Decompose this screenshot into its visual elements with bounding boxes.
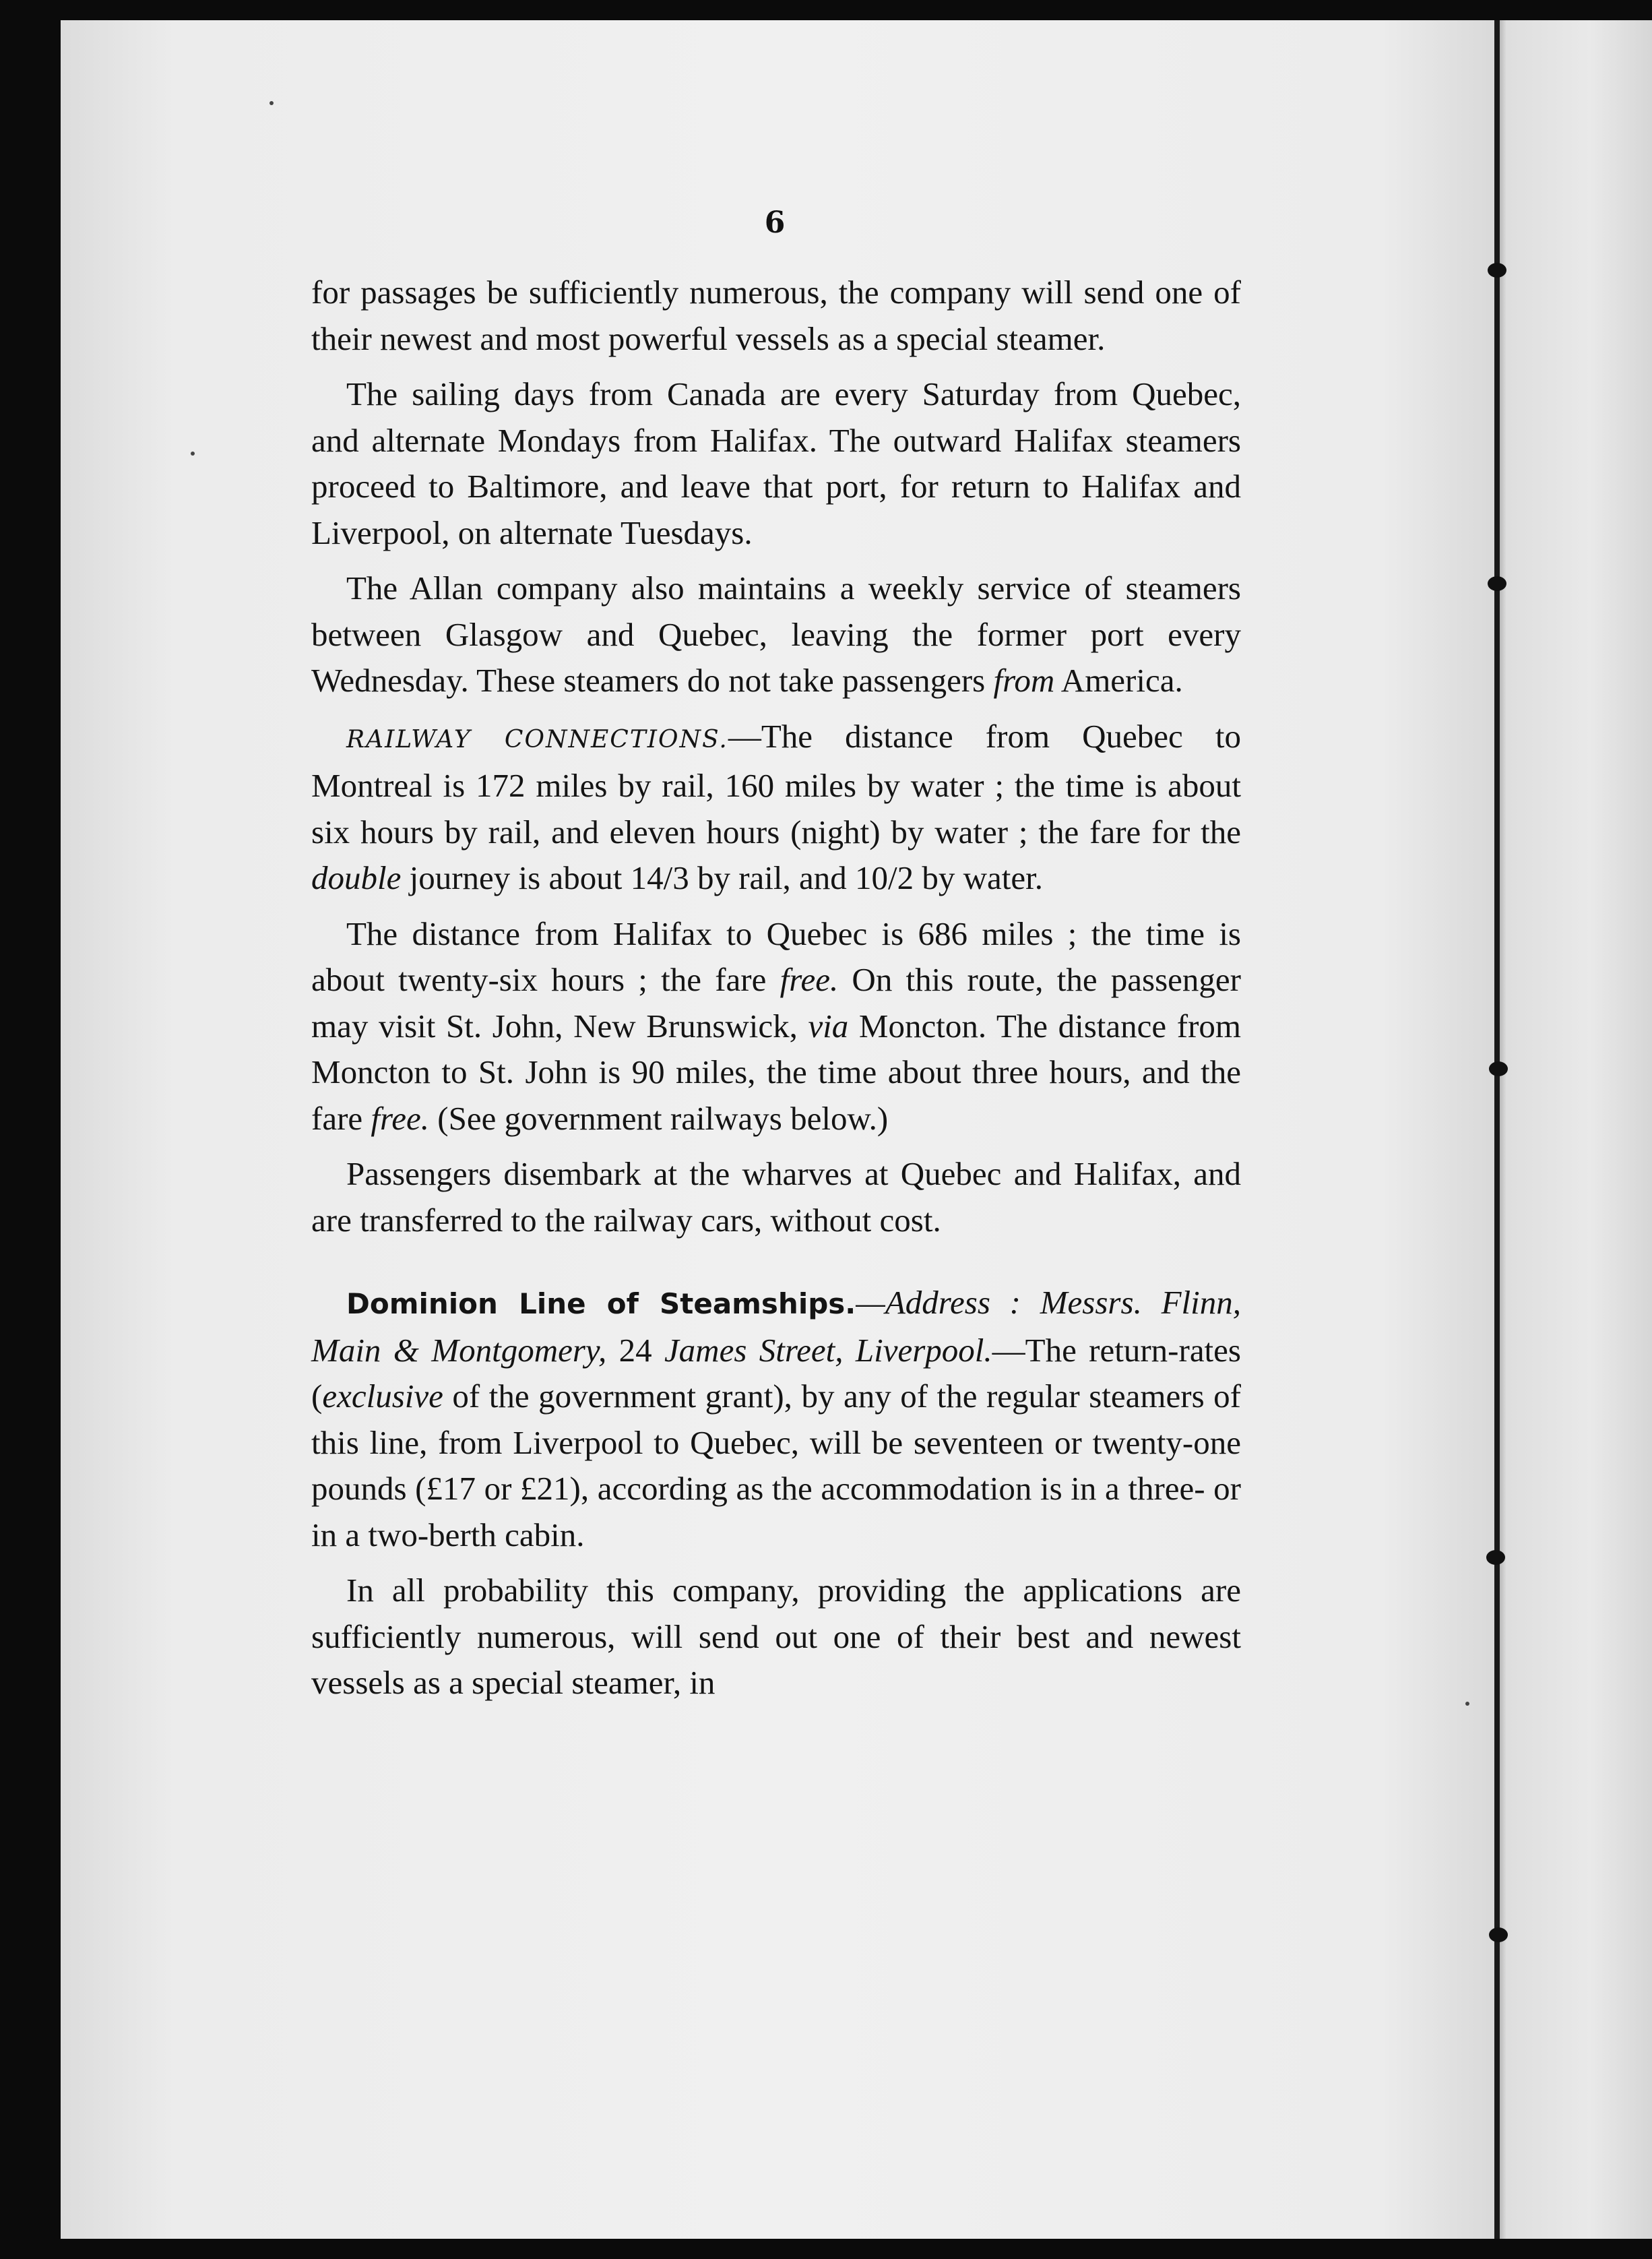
binding-fold: [1494, 20, 1500, 2239]
paragraph: The sailing days from Canada are every Saturday from Quebec, and alternate Mondays from Halifax. The outward Halifax steamers proceed to Baltimore, and leave that port, for return to Halifax and Liverpool, on alternate Tuesdays.: [311, 375, 1241, 551]
paragraph: Passengers disembark at the wharves at Quebec and Halifax, and are transferred to the railway cars, without cost.: [311, 1155, 1241, 1239]
scan-speck: [1465, 1702, 1469, 1706]
page-number: 6: [764, 206, 786, 240]
facing-page-edge: [1497, 20, 1652, 2239]
binding-stitch-mark: [1486, 1550, 1505, 1565]
section-heading: Dominion Line of Steamships.: [346, 1287, 856, 1320]
binding-stitch-mark: [1488, 263, 1506, 278]
paragraph: In all probability this company, providing the applications are sufficiently numerous, will send out one of their best and newest vessels as a special steamer, in: [311, 1572, 1241, 1701]
paragraph: The Allan company also maintains a weekly service of steamers between Glasgow and Quebec, leaving the former port every Wednesday. These steamers do not take passengers from America.: [311, 569, 1241, 699]
binding-stitch-mark: [1488, 576, 1506, 591]
section-dominion-line: Dominion Line of Steamships.—Address : Messrs. Flinn, Main & Montgomery, 24 James Street, Liverpool.—The return-rates (exclusive of the government grant), by any of the regular steamers of this line, from Liverpool to Quebec, will be seventeen or twenty-one pounds (£17 or £21), according as the accommodation is in a three- or in a two-berth cabin.: [311, 1284, 1241, 1553]
paragraph: for passages be sufficiently numerous, the company will send one of their newest and most powerful vessels as a special steamer.: [311, 274, 1241, 357]
section-heading: RAILWAY CONNECTIONS.: [346, 725, 728, 753]
scan-speck: [269, 101, 274, 105]
scan-speck: [191, 452, 195, 456]
body-text: [311, 270, 1241, 1706]
section-railway-connections: RAILWAY CONNECTIONS.—The distance from Quebec to Montreal is 172 miles by rail, 160 miles by water ; the time is about six hours by rail, and eleven hours (night) by water ; the fare for the double journey is about 14/3 by rail, and 10/2 by water.: [311, 717, 1242, 896]
binding-stitch-mark: [1489, 1927, 1508, 1942]
paragraph: The distance from Halifax to Quebec is 686 miles ; the time is about twenty-six hours ; the fare free. On this route, the passenger may visit St. John, New Brunswick, via Moncton. The distance from Moncton to St. John is 90 miles, the time about three hours, and the fare free. (See government railways below.): [311, 915, 1242, 1137]
binding-stitch-mark: [1489, 1061, 1508, 1076]
